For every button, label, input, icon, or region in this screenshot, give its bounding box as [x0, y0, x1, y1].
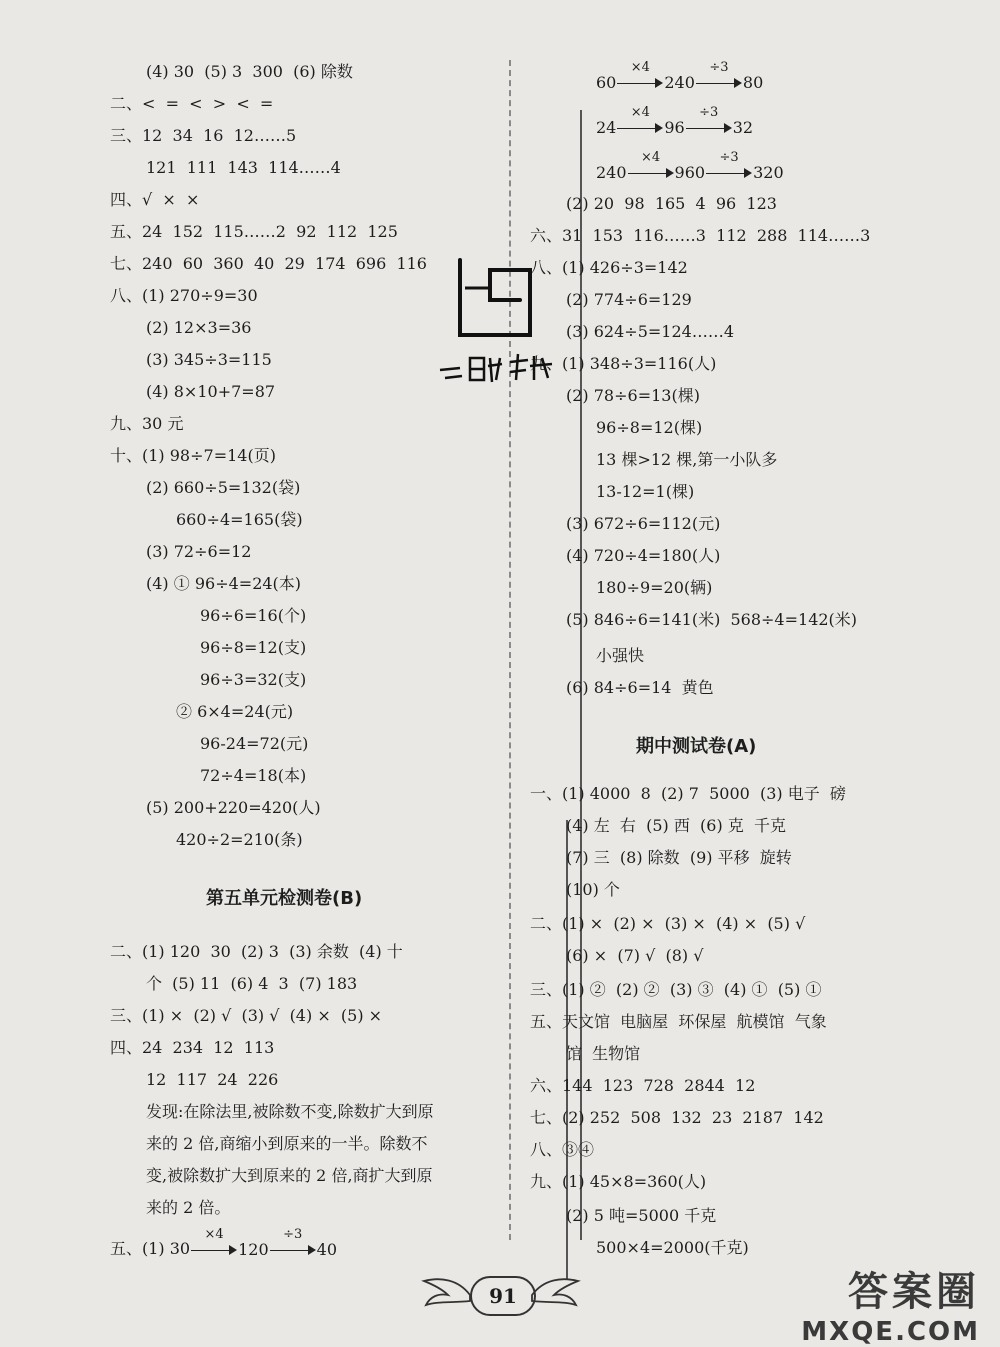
- right-answer-line: 二、(1) × (2) × (3) × (4) × (5) √: [530, 914, 806, 933]
- chain-end: 32: [732, 118, 754, 137]
- left-answer-line: ② 6×4=24(元): [176, 702, 294, 721]
- left-answer-line: 发现:在除法里,被除数不变,除数扩大到原: [146, 1102, 434, 1121]
- right-answer-line: (6) 84÷6=14 黄色: [566, 678, 714, 697]
- right-answer-line: (6) × (7) √ (8) √: [566, 946, 704, 965]
- arrow-operator: ÷3: [283, 1227, 303, 1242]
- arrow-icon: [617, 60, 663, 92]
- left-answer-line: 121 111 143 114……4: [146, 158, 341, 177]
- left-answer-line: 变,被除数扩大到原来的 2 倍,商扩大到原: [146, 1166, 433, 1185]
- left-answer-line: 三、12 34 16 12……5: [110, 126, 297, 145]
- left-answer-line: (4) 8×10+7=87: [146, 382, 276, 401]
- right-answer-line: 六、31 153 116……3 112 288 114……3: [530, 226, 871, 245]
- left-answer-line: (3) 345÷3=115: [146, 350, 272, 369]
- chain-start: 60: [596, 73, 617, 92]
- margin-line: [580, 110, 582, 1240]
- arrow-icon: [686, 105, 732, 137]
- arrow-icon: [696, 60, 742, 92]
- watermark-url: MXQE.COM: [801, 1317, 980, 1347]
- right-answer-line: 180÷9=20(辆): [596, 578, 713, 597]
- right-answer-line: 八、③④: [530, 1140, 595, 1159]
- watermark: [801, 1260, 980, 1347]
- left-answer-line: (3) 72÷6=12: [146, 542, 252, 561]
- left-answer-line: 96÷6=16(个): [200, 606, 307, 625]
- left-answer-line: 八、(1) 270÷9=30: [110, 286, 258, 305]
- right-answer-line: 500×4=2000(千克): [596, 1238, 749, 1257]
- right-wing-icon: [530, 1275, 582, 1315]
- left-section-heading: 第五单元检测卷(B): [206, 888, 363, 909]
- chain-end: 40: [316, 1240, 338, 1259]
- chain-start: 五、(1) 30: [110, 1239, 191, 1258]
- arrow-operator: ×4: [640, 150, 661, 165]
- arrow-operator: ×4: [630, 105, 650, 120]
- left-answer-line: 96÷8=12(支): [200, 638, 307, 657]
- left-answer-line: 三、(1) × (2) √ (3) √ (4) × (5) ×: [110, 1006, 383, 1025]
- watermark-title: 答案圈: [848, 1269, 980, 1315]
- arrow-chain: [596, 150, 784, 182]
- arrow-icon: [628, 150, 674, 182]
- arrow-operator: ÷3: [709, 60, 729, 75]
- right-answer-line: (2) 78÷6=13(棵): [566, 386, 700, 405]
- left-answer-line: 来的 2 倍。: [146, 1198, 231, 1217]
- left-answer-line: 四、√ × ×: [110, 190, 200, 209]
- right-answer-line: 13 棵>12 棵,第一小队多: [596, 450, 778, 469]
- chain-end: 80: [742, 73, 764, 92]
- chain-middle: 120: [238, 1240, 269, 1259]
- right-answer-line: 六、144 123 728 2844 12: [530, 1076, 756, 1095]
- left-wing-icon: [420, 1275, 472, 1315]
- left-answer-line: (4) 30 (5) 3 300 (6) 除数: [146, 62, 353, 81]
- right-answer-line: (7) 三 (8) 除数 (9) 平移 旋转: [566, 848, 792, 867]
- right-answer-line: 96÷8=12(棵): [596, 418, 703, 437]
- left-answer-line: 九、30 元: [110, 414, 184, 433]
- arrow-icon: [191, 1227, 237, 1259]
- arrow-operator: ×4: [630, 60, 650, 75]
- arrow-chain: [596, 105, 754, 137]
- left-answer-line: 十、(1) 98÷7=14(页): [110, 446, 276, 465]
- right-answer-line: 九、(1) 348÷3=116(人): [530, 354, 717, 373]
- left-answer-line: 二、(1) 120 30 (2) 3 (3) 余数 (4) 十: [110, 942, 403, 961]
- left-answer-line: 四、24 234 12 113: [110, 1038, 275, 1057]
- handwritten-annotation: [430, 240, 560, 390]
- chain-start: 24: [596, 118, 617, 137]
- right-answer-line: 13-12=1(棵): [596, 482, 695, 501]
- left-answer-line: 二、< = < > < =: [110, 94, 274, 113]
- arrow-operator: ×4: [204, 1227, 224, 1242]
- right-answer-line: (10) 个: [566, 880, 620, 899]
- right-answer-line: 小强快: [596, 646, 645, 665]
- right-answer-line: 一、(1) 4000 8 (2) 7 5000 (3) 电子 磅: [530, 784, 846, 803]
- arrow-operator: ÷3: [699, 105, 719, 120]
- right-answer-line: (2) 5 吨=5000 千克: [566, 1206, 717, 1225]
- left-answer-line: 660÷4=165(袋): [176, 510, 303, 529]
- right-answer-line: (3) 672÷6=112(元): [566, 514, 721, 533]
- page-number: 91: [470, 1276, 536, 1316]
- left-answer-line: (2) 12×3=36: [146, 318, 252, 337]
- right-answer-line: (5) 846÷6=141(米) 568÷4=142(米): [566, 610, 858, 629]
- left-answer-line: (2) 660÷5=132(袋): [146, 478, 301, 497]
- left-answer-line: 72÷4=18(本): [200, 766, 307, 785]
- arrow-icon: [617, 105, 663, 137]
- right-answer-line: 七、(2) 252 508 132 23 2187 142: [530, 1108, 824, 1127]
- chain-middle: 96: [664, 118, 685, 137]
- chain-middle: 240: [664, 73, 695, 92]
- left-answer-line: 12 117 24 226: [146, 1070, 279, 1089]
- column-divider: [509, 60, 511, 1240]
- right-answer-line: (4) 左 右 (5) 西 (6) 克 千克: [566, 816, 786, 835]
- right-answer-line: (3) 624÷5=124……4: [566, 322, 734, 341]
- left-answer-line: 来的 2 倍,商缩小到原来的一半。除数不: [146, 1134, 428, 1153]
- left-answer-line: 420÷2=210(条): [176, 830, 303, 849]
- left-answer-line: 96-24=72(元): [200, 734, 309, 753]
- chain-start: 240: [596, 163, 627, 182]
- left-answer-line: 七、240 60 360 40 29 174 696 116: [110, 254, 427, 273]
- right-section-heading: 期中测试卷(A): [636, 736, 757, 757]
- arrow-icon: [270, 1227, 316, 1259]
- left-answer-line: (4) ① 96÷4=24(本): [146, 574, 302, 593]
- right-answer-line: 八、(1) 426÷3=142: [530, 258, 688, 277]
- arrow-icon: [706, 150, 752, 182]
- left-answer-line: (5) 200+220=420(人): [146, 798, 321, 817]
- right-answer-line: 三、(1) ② (2) ② (3) ③ (4) ① (5) ①: [530, 980, 822, 999]
- chain-end: 320: [753, 163, 784, 182]
- right-answer-line: (4) 720÷4=180(人): [566, 546, 721, 565]
- right-answer-line: 九、(1) 45×8=360(人): [530, 1172, 707, 1191]
- right-answer-line: (2) 20 98 165 4 96 123: [566, 194, 777, 213]
- left-answer-line: 96÷3=32(支): [200, 670, 307, 689]
- right-answer-line: 五、天文馆 电脑屋 环保屋 航模馆 气象: [530, 1012, 827, 1031]
- chain-middle: 960: [674, 163, 706, 182]
- right-answer-line: 馆 生物馆: [566, 1044, 641, 1063]
- arrow-chain: [596, 60, 764, 92]
- right-answer-line: (2) 774÷6=129: [566, 290, 692, 309]
- left-answer-line: 五、24 152 115……2 92 112 125: [110, 222, 398, 241]
- arrow-operator: ÷3: [719, 150, 739, 165]
- left-arrow-chain: [110, 1227, 338, 1259]
- left-answer-line: 个 (5) 11 (6) 4 3 (7) 183: [146, 974, 358, 993]
